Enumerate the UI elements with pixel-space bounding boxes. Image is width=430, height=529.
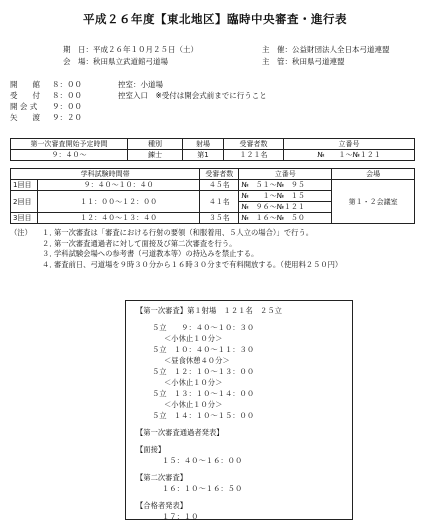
- note-item: [10, 249, 342, 260]
- note-item: [10, 228, 342, 239]
- table-cell: № ５１～№ ９５: [239, 180, 332, 191]
- pass-announcement-heading: 【第一次審査通過者発表】: [136, 428, 224, 437]
- schedule-time: ９：２０: [52, 113, 82, 122]
- venue-label: 会 場：: [63, 57, 93, 66]
- page-title: 平成２６年度【東北地区】臨時中央審査・進行表: [83, 12, 347, 26]
- table-cell: № １～№ １５: [239, 191, 332, 202]
- organizer-value: 秋田県弓道連盟: [292, 57, 345, 66]
- exam-slot: ５立 １３：１０～１４：００: [152, 389, 255, 398]
- table-header-row: [11, 139, 415, 150]
- organizer-label: 主 管：: [262, 57, 292, 66]
- schedule-label: 開 会 式: [10, 102, 38, 111]
- note-number: １．: [42, 228, 57, 237]
- note-text: 第一次審査は「審査における行射の要領（和服着用、５人立の場合）」で行う。: [54, 228, 314, 237]
- table-header: 種別: [128, 139, 183, 150]
- exam-venue-cell: 第１・２会議室: [332, 180, 415, 224]
- exam-slot: ５立 １０：４０～１１：３０: [152, 345, 255, 354]
- schedule-note: 控室：小道場: [118, 80, 163, 89]
- schedule-note: 控室入口 ※受付は開会式前までに行うこと: [118, 91, 267, 100]
- note-text: 学科試験会場への参考書（弓道教本等）の持込みを禁止する。: [54, 249, 259, 258]
- opening-schedule: [10, 79, 267, 123]
- interview-heading: 【面接】: [136, 445, 166, 454]
- notes-heading: （注）: [10, 228, 32, 237]
- schedule-time: ８：００: [52, 80, 82, 89]
- result-announcement-time: １７：１０: [162, 512, 199, 521]
- table-header: 受審者数: [224, 139, 284, 150]
- table-cell: ９：４０～１０：４０: [38, 180, 200, 191]
- first-exam-heading: 【第一次審査】第１射場 １２１名 ２５立: [136, 306, 282, 315]
- note-text: 審査前日、弓道場を９時３０分から１６時３０分まで有料開放する。（使用料２５０円）: [54, 259, 343, 269]
- table-cell: １２：４０～１３：４０: [38, 213, 200, 224]
- table-header: 学科試験時間帯: [11, 169, 200, 180]
- table-header: 会場: [332, 169, 415, 180]
- table-cell: ４５名: [200, 180, 239, 191]
- schedule-label: 矢 渡: [10, 113, 40, 122]
- schedule-row: [10, 112, 267, 123]
- schedule-row: [10, 90, 267, 101]
- table-cell: ９：４０～: [11, 150, 128, 161]
- table-header: 立番号: [239, 169, 332, 180]
- table-cell: 錬士: [128, 150, 183, 161]
- interview-time: １５：４０～１６：００: [162, 456, 243, 465]
- notes-section: [10, 228, 342, 270]
- table-cell: № ９６～№１２１: [239, 202, 332, 213]
- table-cell: 第1: [183, 150, 224, 161]
- table-cell: № １６～№ ５０: [239, 213, 332, 224]
- table-cell: ３５名: [200, 213, 239, 224]
- table-cell: ４１名: [200, 191, 239, 213]
- written-exam-table: [10, 168, 415, 224]
- result-announcement-heading: 【合格者発表】: [136, 501, 188, 510]
- host-info: [262, 44, 390, 56]
- exam-slot: ５立 １４：１０～１５：００: [152, 411, 255, 420]
- date-value: 平成２６年１０月２５日（土）: [93, 45, 198, 54]
- schedule-label: 開 館: [10, 80, 40, 89]
- schedule-label: 受 付: [10, 91, 40, 100]
- table-cell: １１：００～１２：００: [38, 191, 200, 213]
- table-cell: １２１名: [224, 150, 284, 161]
- table-cell: 1回目: [11, 180, 38, 191]
- organizer-info: [262, 56, 345, 68]
- date-info: [63, 44, 198, 56]
- break-note: ＜小休止１０分＞: [164, 378, 223, 387]
- venue-info: [63, 56, 168, 68]
- break-note: ＜昼食休憩４０分＞: [164, 356, 230, 365]
- note-item: [10, 239, 342, 250]
- venue-value: 秋田県立武道館弓道場: [93, 57, 168, 66]
- schedule-time: ９：００: [52, 102, 82, 111]
- note-number: ２．: [42, 238, 57, 248]
- host-value: 公益財団法人全日本弓道連盟: [292, 45, 390, 54]
- host-label: 主 催：: [262, 45, 292, 54]
- note-text: 第一次審査通過者に対して面接及び第二次審査を行う。: [54, 238, 237, 248]
- schedule-row: [10, 101, 267, 112]
- exam-slot: ５立 ９：４０～１０：３０: [152, 323, 255, 332]
- schedule-time: ８：００: [52, 91, 82, 100]
- note-number: ４．: [42, 259, 57, 269]
- table-header: 第一次審査開始予定時間: [11, 139, 128, 150]
- second-exam-heading: 【第二次審査】: [136, 473, 188, 482]
- exam-schedule-box: [125, 300, 353, 520]
- table-header: 受審者数: [200, 169, 239, 180]
- note-number: ３．: [42, 249, 57, 258]
- table-header-row: [11, 169, 415, 180]
- schedule-row: [10, 79, 267, 90]
- exam-slot: ５立 １２：１０～１３：００: [152, 367, 255, 376]
- second-exam-time: １６：１０～１６：５０: [162, 484, 243, 493]
- table-row: [11, 180, 415, 191]
- table-cell: 3回目: [11, 213, 38, 224]
- break-note: ＜小休止１０分＞: [164, 400, 223, 409]
- break-note: ＜小休止１０分＞: [164, 334, 223, 343]
- table-row: [11, 150, 415, 161]
- note-item: [10, 260, 342, 271]
- first-exam-table: [10, 138, 415, 161]
- table-header: 立番号: [284, 139, 415, 150]
- table-header: 射場: [183, 139, 224, 150]
- table-cell: 2回目: [11, 191, 38, 213]
- table-cell: № １～№１２１: [284, 150, 415, 161]
- date-label: 期 日：: [63, 45, 93, 54]
